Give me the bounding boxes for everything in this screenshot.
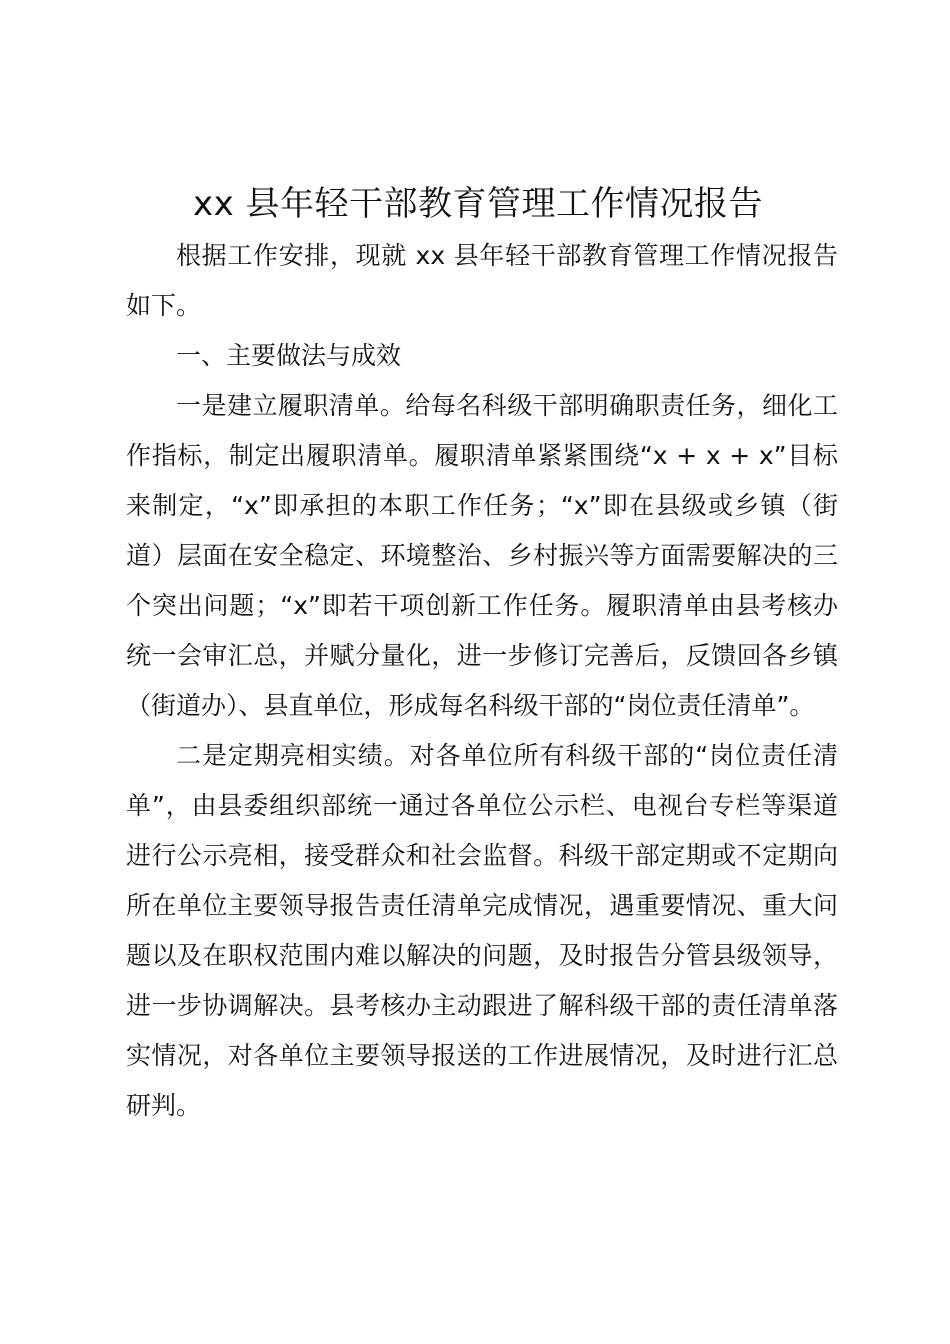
document-body bbox=[126, 231, 838, 1131]
body-paragraph-1: 一是建立履职清单。给每名科级干部明确职责任务，细化工作指标，制定出履职清单。履职清单紧紧围绕“x + x + x”目标来制定，“x”即承担的本职工作任务；“x”即在县级或乡镇（街道）层面在安全稳定、环境整治、乡村振兴等方面需要解决的三个突出问题；“x”即若干项创新工作任务。履职清单由县考核办统一会审汇总，并赋分量化，进一步修订完善后，反馈回各乡镇（街道办）、县直单位，形成每名科级干部的“岗位责任清单”。 bbox=[126, 391, 838, 720]
document-title: xx 县年轻干部教育管理工作情况报告 bbox=[192, 184, 764, 224]
section-heading: 一、主要做法与成效 bbox=[176, 341, 402, 370]
body-paragraph-2: 二是定期亮相实绩。对各单位所有科级干部的“岗位责任清单”，由县委组织部统一通过各单位公示栏、电视台专栏等渠道进行公示亮相，接受群众和社会监督。科级干部定期或不定期向所在单位主要领导报告责任清单完成情况，遇重要情况、重大问题以及在职权范围内难以解决的问题，及时报告分管县级领导，进一步协调解决。县考核办主动跟进了解科级干部的责任清单落实情况，对各单位主要领导报送的工作进展情况，及时进行汇总研判。 bbox=[126, 741, 838, 1120]
intro-paragraph: 根据工作安排，现就 xx 县年轻干部教育管理工作情况报告如下。 bbox=[126, 241, 838, 320]
